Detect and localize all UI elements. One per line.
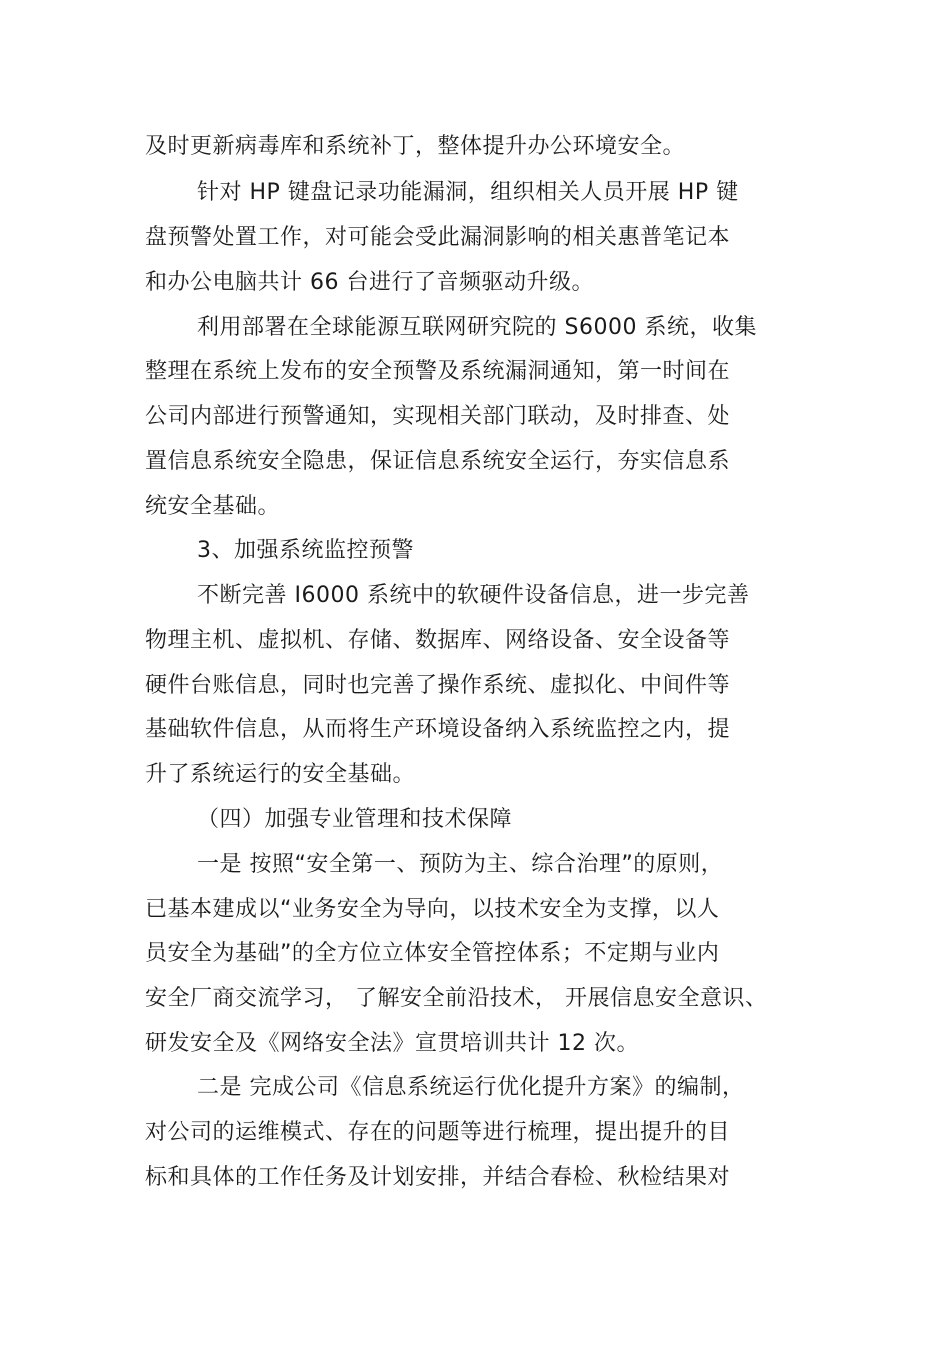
text-line: 员安全为基础”的全方位立体安全管控体系；不定期与业内 bbox=[145, 941, 720, 966]
section-heading: （四）加强专业管理和技术保障 bbox=[197, 807, 513, 832]
text-line: 及时更新病毒库和系统补丁，整体提升办公环境安全。 bbox=[145, 134, 686, 159]
text-line: 对公司的运维模式、存在的问题等进行梳理，提出提升的目 bbox=[145, 1120, 731, 1145]
text-line: 盘预警处置工作，对可能会受此漏洞影响的相关惠普笔记本 bbox=[145, 225, 731, 250]
text-line: 研发安全及《网络安全法》宣贯培训共计 12 次。 bbox=[145, 1031, 639, 1056]
text-line: 不断完善 I6000 系统中的软硬件设备信息，进一步完善 bbox=[197, 583, 750, 608]
text-line: 统安全基础。 bbox=[145, 494, 281, 519]
text-line: 针对 HP 键盘记录功能漏洞，组织相关人员开展 HP 键 bbox=[197, 180, 739, 205]
text-line: 安全厂商交流学习， 了解安全前沿技术， 开展信息安全意识、 bbox=[145, 986, 768, 1011]
text-line: 一是 按照“安全第一、预防为主、综合治理”的原则， bbox=[197, 852, 724, 877]
text-line: 基础软件信息，从而将生产环境设备纳入系统监控之内，提 bbox=[145, 717, 731, 742]
text-line: 置信息系统安全隐患，保证信息系统安全运行，夯实信息系 bbox=[145, 449, 731, 474]
text-line: 物理主机、虚拟机、存储、数据库、网络设备、安全设备等 bbox=[145, 628, 731, 653]
text-line: 利用部署在全球能源互联网研究院的 S6000 系统，收集 bbox=[197, 315, 757, 340]
text-line: 公司内部进行预警通知，实现相关部门联动，及时排查、处 bbox=[145, 404, 731, 429]
text-line: 已基本建成以“业务安全为导向，以技术安全为支撑，以人 bbox=[145, 897, 720, 922]
text-line: 二是 完成公司《信息系统运行优化提升方案》的编制， bbox=[197, 1075, 745, 1100]
text-line: 标和具体的工作任务及计划安排，并结合春检、秋检结果对 bbox=[145, 1165, 731, 1190]
text-line: 和办公电脑共计 66 台进行了音频驱动升级。 bbox=[145, 270, 594, 295]
text-line: 整理在系统上发布的安全预警及系统漏洞通知，第一时间在 bbox=[145, 359, 731, 384]
text-line: 硬件台账信息，同时也完善了操作系统、虚拟化、中间件等 bbox=[145, 673, 731, 698]
section-heading: 3、加强系统监控预警 bbox=[197, 538, 414, 563]
text-line: 升了系统运行的安全基础。 bbox=[145, 762, 416, 787]
